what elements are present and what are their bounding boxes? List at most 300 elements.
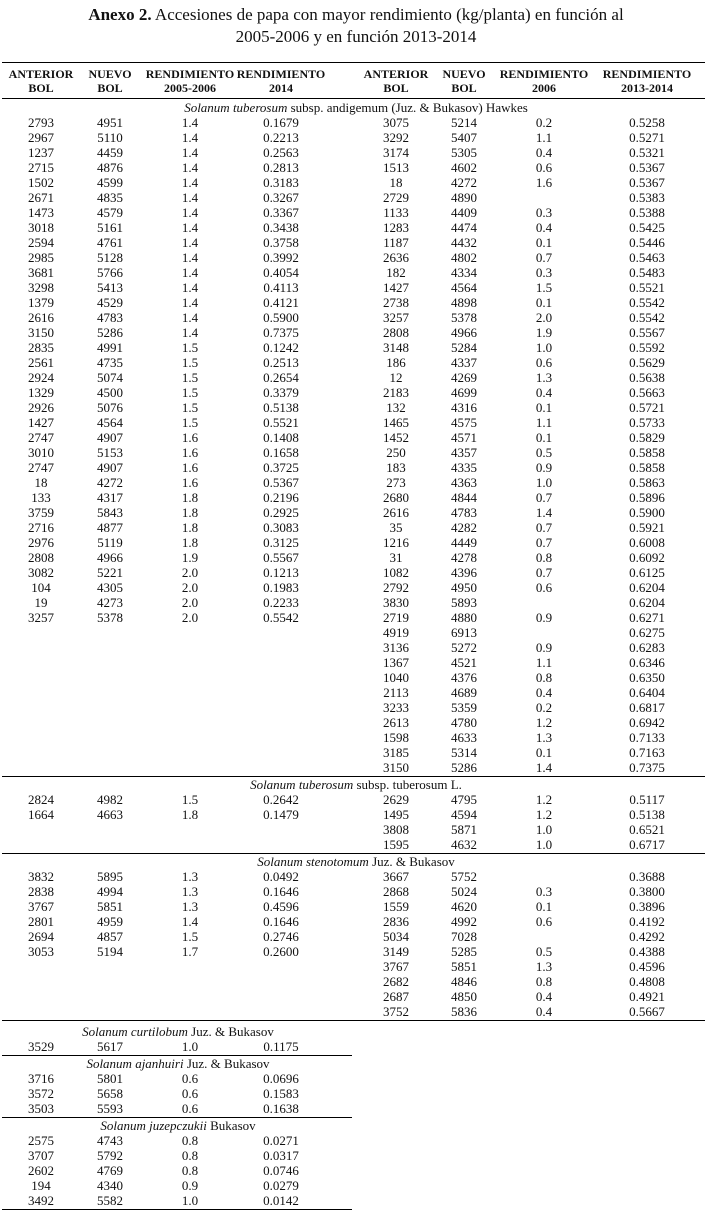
anterior-bol-cell: 3529 [28, 1039, 54, 1054]
nuevo-bol-cell: 4521 [451, 655, 477, 670]
table-row [0, 822, 712, 837]
rendimiento-new-cell: 0.1583 [263, 1086, 299, 1101]
rendimiento-old-cell: 1.1 [535, 655, 553, 670]
rendimiento-old-cell: 0.2 [535, 115, 553, 130]
column-header [225, 67, 337, 95]
anterior-bol-cell: 1216 [383, 535, 409, 550]
nuevo-bol-cell: 4357 [451, 445, 477, 460]
anterior-bol-cell: 12 [389, 370, 403, 385]
rendimiento-new-cell: 0.2213 [263, 130, 299, 145]
anterior-bol-cell: 1040 [383, 670, 409, 685]
table-row [0, 370, 712, 385]
rendimiento-old-cell: 0.9 [535, 610, 553, 625]
column-header-line-2: BOL [451, 81, 477, 95]
rendimiento-old-cell: 1.8 [181, 505, 199, 520]
rendimiento-new-cell: 0.5663 [629, 385, 665, 400]
rendimiento-new-cell: 0.6404 [629, 685, 665, 700]
table-row [0, 565, 712, 580]
nuevo-bol-cell: 4500 [97, 385, 123, 400]
rendimiento-old-cell: 1.4 [535, 760, 553, 775]
header-bottom-rule [2, 98, 705, 99]
rendimiento-new-cell: 0.1983 [263, 580, 299, 595]
nuevo-bol-cell: 4959 [97, 914, 123, 929]
column-header-line-2: BOL [383, 81, 409, 95]
anterior-bol-cell: 2924 [28, 370, 54, 385]
rendimiento-old-cell: 1.4 [181, 115, 199, 130]
rendimiento-old-cell: 0.9 [181, 1178, 199, 1193]
anterior-bol-cell: 1082 [383, 565, 409, 580]
anterior-bol-cell: 3053 [28, 944, 54, 959]
column-header-line-2: 2006 [532, 81, 556, 95]
rendimiento-old-cell: 1.4 [181, 914, 199, 929]
nuevo-bol-cell: 4992 [451, 914, 477, 929]
nuevo-bol-cell: 4334 [451, 265, 477, 280]
rendimiento-old-cell: 1.4 [181, 310, 199, 325]
column-header-line-2: 2005-2006 [164, 81, 216, 95]
column-header [0, 67, 82, 95]
column-header-line-2: 2013-2014 [621, 81, 673, 95]
nuevo-bol-cell: 5024 [451, 884, 477, 899]
nuevo-bol-cell: 4966 [451, 325, 477, 340]
rendimiento-old-cell: 1.6 [181, 430, 199, 445]
anterior-bol-cell: 104 [31, 580, 51, 595]
rendimiento-old-cell: 1.5 [181, 400, 199, 415]
anterior-bol-cell: 2613 [383, 715, 409, 730]
nuevo-bol-cell: 4769 [97, 1163, 123, 1178]
rendimiento-old-cell: 1.5 [181, 792, 199, 807]
rendimiento-old-cell: 0.7 [535, 565, 553, 580]
rendimiento-old-cell: 0.1 [535, 295, 553, 310]
anterior-bol-cell: 2793 [28, 115, 54, 130]
rendimiento-new-cell: 0.5446 [629, 235, 665, 250]
table-row [0, 535, 712, 550]
rendimiento-old-cell: 1.4 [181, 205, 199, 220]
column-header-line-1: RENDIMIENTO [236, 67, 326, 81]
anterior-bol-cell: 3767 [383, 959, 409, 974]
anterior-bol-cell: 2747 [28, 460, 54, 475]
nuevo-bol-cell: 5593 [97, 1101, 123, 1116]
anterior-bol-cell: 3830 [383, 595, 409, 610]
table-row [0, 760, 712, 775]
nuevo-bol-cell: 4376 [451, 670, 477, 685]
nuevo-bol-cell: 4950 [451, 580, 477, 595]
rendimiento-old-cell: 0.4 [535, 1004, 553, 1019]
nuevo-bol-cell: 5843 [97, 505, 123, 520]
table-row [0, 869, 712, 884]
rendimiento-old-cell: 1.2 [535, 715, 553, 730]
anterior-bol-cell: 3759 [28, 505, 54, 520]
anterior-bol-cell: 2719 [383, 610, 409, 625]
nuevo-bol-cell: 5801 [97, 1071, 123, 1086]
column-header-line-1: ANTERIOR [363, 67, 429, 81]
rendimiento-new-cell: 0.0142 [263, 1193, 299, 1208]
species-name: Solanum tuberosum [250, 777, 354, 792]
table-row [0, 944, 712, 959]
anterior-bol-cell: 1237 [28, 145, 54, 160]
rendimiento-old-cell: 1.6 [181, 460, 199, 475]
table-row [0, 595, 712, 610]
table-row [0, 580, 712, 595]
table-row [0, 445, 712, 460]
anterior-bol-cell: 3136 [383, 640, 409, 655]
rendimiento-old-cell: 1.5 [181, 385, 199, 400]
rendimiento-new-cell: 0.1175 [263, 1039, 299, 1054]
anterior-bol-cell: 3667 [383, 869, 409, 884]
rendimiento-new-cell: 0.0271 [263, 1133, 299, 1148]
nuevo-bol-cell: 4877 [97, 520, 123, 535]
rendimiento-old-cell: 0.8 [181, 1133, 199, 1148]
nuevo-bol-cell: 5893 [451, 595, 477, 610]
anterior-bol-cell: 2113 [383, 685, 409, 700]
anterior-bol-cell: 1559 [383, 899, 409, 914]
table-row [0, 1193, 712, 1208]
rendimiento-new-cell: 0.7133 [629, 730, 665, 745]
nuevo-bol-cell: 4529 [97, 295, 123, 310]
rendimiento-new-cell: 0.5721 [629, 400, 665, 415]
species-section-header [0, 1056, 356, 1071]
anterior-bol-cell: 2636 [383, 250, 409, 265]
anterior-bol-cell: 3492 [28, 1193, 54, 1208]
nuevo-bol-cell: 5851 [97, 899, 123, 914]
rendimiento-new-cell: 0.5483 [629, 265, 665, 280]
rendimiento-new-cell: 0.2196 [263, 490, 299, 505]
anterior-bol-cell: 1473 [28, 205, 54, 220]
rendimiento-new-cell: 0.5367 [629, 160, 665, 175]
nuevo-bol-cell: 5128 [97, 250, 123, 265]
rendimiento-new-cell: 0.3688 [629, 869, 665, 884]
rendimiento-new-cell: 0.6346 [629, 655, 665, 670]
rendimiento-old-cell: 1.4 [181, 295, 199, 310]
species-section-header [0, 1118, 356, 1133]
nuevo-bol-cell: 5582 [97, 1193, 123, 1208]
anterior-bol-cell: 3174 [383, 145, 409, 160]
rendimiento-old-cell: 1.4 [181, 250, 199, 265]
rendimiento-new-cell: 0.6521 [629, 822, 665, 837]
rendimiento-old-cell: 1.3 [181, 869, 199, 884]
rendimiento-old-cell: 0.8 [535, 974, 553, 989]
column-header-line-1: RENDIMIENTO [602, 67, 692, 81]
nuevo-bol-cell: 5836 [451, 1004, 477, 1019]
rendimiento-new-cell: 0.5542 [629, 310, 665, 325]
column-header-line-1: RENDIMIENTO [145, 67, 235, 81]
rendimiento-new-cell: 0.3367 [263, 205, 299, 220]
rendimiento-old-cell: 1.4 [181, 130, 199, 145]
nuevo-bol-cell: 4432 [451, 235, 477, 250]
rendimiento-new-cell: 0.6125 [629, 565, 665, 580]
nuevo-bol-cell: 4907 [97, 430, 123, 445]
nuevo-bol-cell: 5076 [97, 400, 123, 415]
rendimiento-new-cell: 0.2513 [263, 355, 299, 370]
anterior-bol-cell: 1187 [383, 235, 409, 250]
species-section-header [0, 854, 712, 869]
nuevo-bol-cell: 4340 [97, 1178, 123, 1193]
section-divider [2, 1020, 705, 1021]
table-row [0, 490, 712, 505]
nuevo-bol-cell: 4474 [451, 220, 477, 235]
rendimiento-old-cell: 1.0 [535, 837, 553, 852]
rendimiento-new-cell: 0.4808 [629, 974, 665, 989]
table-row [0, 310, 712, 325]
anterior-bol-cell: 2868 [383, 884, 409, 899]
rendimiento-old-cell: 0.8 [181, 1163, 199, 1178]
table-row [0, 884, 712, 899]
rendimiento-old-cell: 1.6 [181, 445, 199, 460]
rendimiento-old-cell: 0.7 [535, 490, 553, 505]
rendimiento-old-cell: 1.4 [181, 325, 199, 340]
rendimiento-new-cell: 0.6008 [629, 535, 665, 550]
nuevo-bol-cell: 4699 [451, 385, 477, 400]
anterior-bol-cell: 2838 [28, 884, 54, 899]
table-row [0, 460, 712, 475]
nuevo-bol-cell: 4994 [97, 884, 123, 899]
rendimiento-old-cell: 0.6 [535, 914, 553, 929]
rendimiento-new-cell: 0.6204 [629, 580, 665, 595]
nuevo-bol-cell: 4991 [97, 340, 123, 355]
anterior-bol-cell: 1427 [28, 415, 54, 430]
rendimiento-new-cell: 0.6271 [629, 610, 665, 625]
rendimiento-new-cell: 0.3438 [263, 220, 299, 235]
rendimiento-old-cell: 0.1 [535, 400, 553, 415]
nuevo-bol-cell: 5766 [97, 265, 123, 280]
anterior-bol-cell: 1465 [383, 415, 409, 430]
rendimiento-new-cell: 0.2654 [263, 370, 299, 385]
anterior-bol-cell: 182 [386, 265, 406, 280]
nuevo-bol-cell: 4835 [97, 190, 123, 205]
rendimiento-old-cell: 0.4 [535, 220, 553, 235]
column-header-line-1: NUEVO [442, 67, 486, 81]
nuevo-bol-cell: 4663 [97, 807, 123, 822]
table-row [0, 1133, 712, 1148]
rendimiento-new-cell: 0.6283 [629, 640, 665, 655]
anterior-bol-cell: 2680 [383, 490, 409, 505]
nuevo-bol-cell: 4761 [97, 235, 123, 250]
rendimiento-new-cell: 0.5138 [263, 400, 299, 415]
rendimiento-new-cell: 0.2563 [263, 145, 299, 160]
nuevo-bol-cell: 4316 [451, 400, 477, 415]
anterior-bol-cell: 1452 [383, 430, 409, 445]
anterior-bol-cell: 3832 [28, 869, 54, 884]
table-row [0, 205, 712, 220]
anterior-bol-cell: 133 [31, 490, 51, 505]
species-name: Solanum stenotomum [257, 854, 369, 869]
anterior-bol-cell: 2602 [28, 1163, 54, 1178]
rendimiento-new-cell: 0.1242 [263, 340, 299, 355]
rendimiento-new-cell: 0.6350 [629, 670, 665, 685]
rendimiento-old-cell: 0.6 [181, 1101, 199, 1116]
rendimiento-new-cell: 0.7163 [629, 745, 665, 760]
anterior-bol-cell: 2738 [383, 295, 409, 310]
species-section-header [0, 100, 712, 115]
species-authority: Juz. & Bukasov [183, 1056, 270, 1071]
anterior-bol-cell: 2792 [383, 580, 409, 595]
rendimiento-new-cell: 0.4596 [629, 959, 665, 974]
rendimiento-old-cell: 0.6 [535, 580, 553, 595]
column-header [355, 67, 437, 95]
nuevo-bol-cell: 4335 [451, 460, 477, 475]
rendimiento-new-cell: 0.3125 [263, 535, 299, 550]
anterior-bol-cell: 2967 [28, 130, 54, 145]
nuevo-bol-cell: 5272 [451, 640, 477, 655]
species-authority: subsp. andigemum (Juz. & Bukasov) Hawkes [287, 100, 528, 115]
table-row [0, 959, 712, 974]
document-title [0, 4, 712, 48]
rendimiento-new-cell: 0.5271 [629, 130, 665, 145]
anterior-bol-cell: 31 [389, 550, 403, 565]
rendimiento-old-cell: 0.3 [535, 205, 553, 220]
rendimiento-old-cell: 0.6 [181, 1071, 199, 1086]
anterior-bol-cell: 250 [386, 445, 406, 460]
table-row [0, 295, 712, 310]
anterior-bol-cell: 19 [34, 595, 48, 610]
table-row [0, 475, 712, 490]
nuevo-bol-cell: 4594 [451, 807, 477, 822]
rendimiento-new-cell: 0.5567 [263, 550, 299, 565]
rendimiento-old-cell: 1.8 [181, 490, 199, 505]
rendimiento-old-cell: 1.4 [181, 265, 199, 280]
rendimiento-old-cell: 1.9 [181, 550, 199, 565]
rendimiento-old-cell: 0.7 [535, 250, 553, 265]
rendimiento-old-cell: 1.4 [181, 145, 199, 160]
column-header-line-2: BOL [28, 81, 54, 95]
anterior-bol-cell: 2716 [28, 520, 54, 535]
nuevo-bol-cell: 5214 [451, 115, 477, 130]
anterior-bol-cell: 3075 [383, 115, 409, 130]
rendimiento-old-cell: 0.1 [535, 745, 553, 760]
rendimiento-old-cell: 1.6 [535, 175, 553, 190]
rendimiento-new-cell: 0.1213 [263, 565, 299, 580]
anterior-bol-cell: 18 [389, 175, 403, 190]
nuevo-bol-cell: 4632 [451, 837, 477, 852]
rendimiento-old-cell: 0.6 [535, 355, 553, 370]
anterior-bol-cell: 3257 [28, 610, 54, 625]
nuevo-bol-cell: 4850 [451, 989, 477, 1004]
table-row [0, 145, 712, 160]
rendimiento-new-cell: 0.5388 [629, 205, 665, 220]
rendimiento-new-cell: 0.5138 [629, 807, 665, 822]
rendimiento-new-cell: 0.1638 [263, 1101, 299, 1116]
section-divider [2, 1209, 352, 1210]
rendimiento-new-cell: 0.4596 [263, 899, 299, 914]
rendimiento-old-cell: 1.5 [181, 415, 199, 430]
column-header-line-1: ANTERIOR [8, 67, 74, 81]
anterior-bol-cell: 186 [386, 355, 406, 370]
rendimiento-new-cell: 0.0317 [263, 1148, 299, 1163]
table-row [0, 700, 712, 715]
table-row [0, 400, 712, 415]
rendimiento-new-cell: 0.3083 [263, 520, 299, 535]
rendimiento-new-cell: 0.6942 [629, 715, 665, 730]
nuevo-bol-cell: 4689 [451, 685, 477, 700]
title-annex-label: Anexo 2. [88, 5, 152, 24]
anterior-bol-cell: 132 [386, 400, 406, 415]
table-row [0, 730, 712, 745]
anterior-bol-cell: 3572 [28, 1086, 54, 1101]
nuevo-bol-cell: 5153 [97, 445, 123, 460]
table-row [0, 610, 712, 625]
nuevo-bol-cell: 5407 [451, 130, 477, 145]
nuevo-bol-cell: 4564 [451, 280, 477, 295]
rendimiento-old-cell: 0.4 [535, 685, 553, 700]
rendimiento-old-cell: 1.5 [181, 340, 199, 355]
anterior-bol-cell: 1329 [28, 385, 54, 400]
table-row [0, 1086, 712, 1101]
nuevo-bol-cell: 5359 [451, 700, 477, 715]
anterior-bol-cell: 5034 [383, 929, 409, 944]
table-row [0, 115, 712, 130]
species-name: Solanum juzepczukii [100, 1118, 207, 1133]
rendimiento-new-cell: 0.1646 [263, 914, 299, 929]
anterior-bol-cell: 2801 [28, 914, 54, 929]
rendimiento-old-cell: 1.4 [181, 175, 199, 190]
rendimiento-new-cell: 0.4388 [629, 944, 665, 959]
species-authority: subsp. tuberosum L. [353, 777, 462, 792]
title-line-1: Accesiones de papa con mayor rendimiento (kg/planta) en función al [151, 5, 624, 24]
table-row [0, 355, 712, 370]
anterior-bol-cell: 18 [34, 475, 48, 490]
rendimiento-new-cell: 0.5829 [629, 430, 665, 445]
species-authority: Bukasov [206, 1118, 256, 1133]
rendimiento-new-cell: 0.6817 [629, 700, 665, 715]
nuevo-bol-cell: 4305 [97, 580, 123, 595]
nuevo-bol-cell: 5792 [97, 1148, 123, 1163]
rendimiento-old-cell: 0.4 [535, 989, 553, 1004]
anterior-bol-cell: 1664 [28, 807, 54, 822]
anterior-bol-cell: 1495 [383, 807, 409, 822]
table-row [0, 175, 712, 190]
rendimiento-old-cell: 1.2 [535, 792, 553, 807]
table-row [0, 505, 712, 520]
nuevo-bol-cell: 4951 [97, 115, 123, 130]
anterior-bol-cell: 1513 [383, 160, 409, 175]
rendimiento-new-cell: 0.5900 [263, 310, 299, 325]
rendimiento-old-cell: 1.4 [535, 505, 553, 520]
rendimiento-new-cell: 0.5858 [629, 460, 665, 475]
rendimiento-old-cell: 0.7 [535, 520, 553, 535]
nuevo-bol-cell: 4317 [97, 490, 123, 505]
rendimiento-new-cell: 0.5321 [629, 145, 665, 160]
nuevo-bol-cell: 4337 [451, 355, 477, 370]
rendimiento-old-cell: 1.5 [535, 280, 553, 295]
nuevo-bol-cell: 5119 [97, 535, 123, 550]
nuevo-bol-cell: 5305 [451, 145, 477, 160]
nuevo-bol-cell: 4363 [451, 475, 477, 490]
table-row [0, 250, 712, 265]
anterior-bol-cell: 2976 [28, 535, 54, 550]
nuevo-bol-cell: 4783 [97, 310, 123, 325]
table-row [0, 792, 712, 807]
rendimiento-old-cell: 1.4 [181, 220, 199, 235]
rendimiento-old-cell: 1.0 [181, 1039, 199, 1054]
rendimiento-old-cell: 0.9 [535, 460, 553, 475]
rendimiento-new-cell: 0.5900 [629, 505, 665, 520]
nuevo-bol-cell: 4857 [97, 929, 123, 944]
rendimiento-old-cell: 2.0 [181, 595, 199, 610]
anterior-bol-cell: 2616 [383, 505, 409, 520]
table-row [0, 640, 712, 655]
species-name: Solanum curtilobum [82, 1024, 188, 1039]
nuevo-bol-cell: 4633 [451, 730, 477, 745]
rendimiento-old-cell: 0.8 [535, 670, 553, 685]
table-row [0, 1039, 712, 1054]
anterior-bol-cell: 1427 [383, 280, 409, 295]
rendimiento-new-cell: 0.5896 [629, 490, 665, 505]
rendimiento-old-cell: 0.7 [535, 535, 553, 550]
rendimiento-new-cell: 0.5567 [629, 325, 665, 340]
rendimiento-new-cell: 0.5921 [629, 520, 665, 535]
anterior-bol-cell: 3298 [28, 280, 54, 295]
rendimiento-new-cell: 0.5367 [263, 475, 299, 490]
rendimiento-new-cell: 0.5629 [629, 355, 665, 370]
